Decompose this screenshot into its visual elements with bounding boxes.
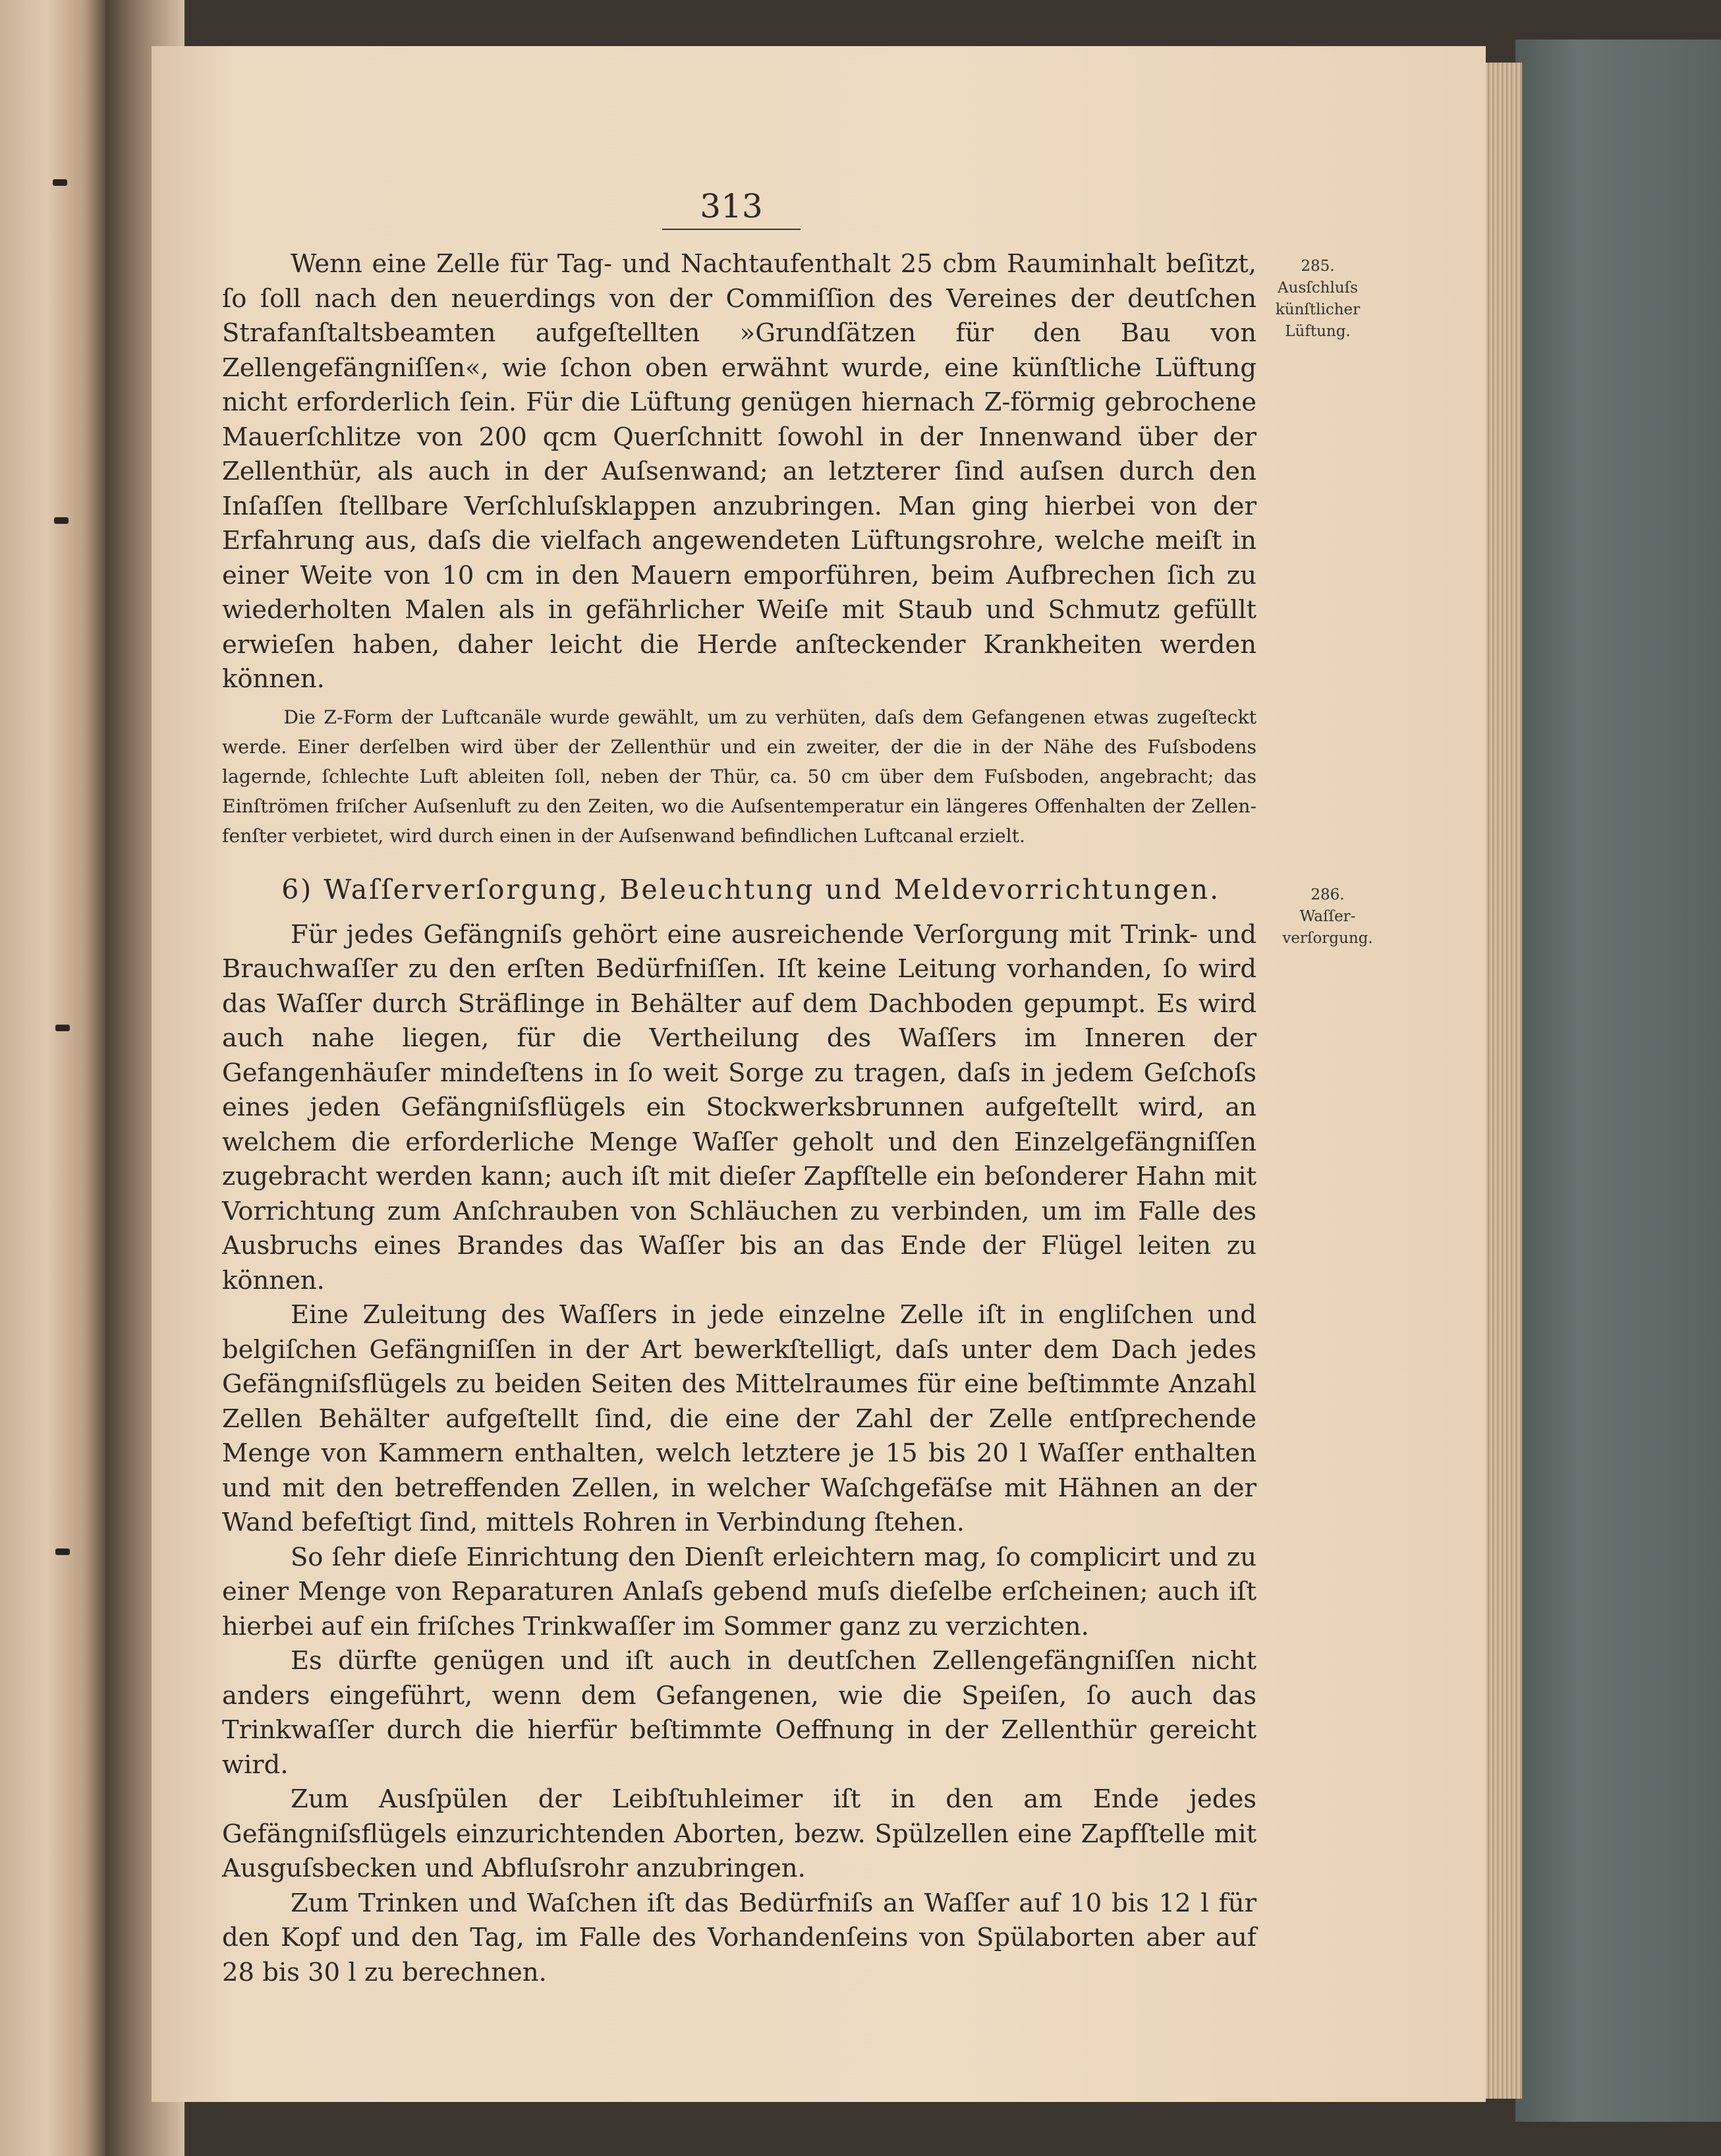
body-text (222, 247, 1256, 1990)
paragraph: Eine Zuleitung des Waſſers in jede einzelne Zelle iſt in engliſchen und belgiſchen Gefängniſſen in der Art bewerkſtelligt, daſs unter dem Dach jedes Gefängniſsflügels zu beiden Seiten des Mittelraumes für eine beſtimmte Anzahl Zellen Behälter aufgeſtellt ſind, die eine der Zahl der Zelle entſprechende Menge von Kammern enthalten, welch letztere je 15 bis 20 l Waſſer enthalten und mit den betreffenden Zellen, in welcher Waſchgefäſse mit Hähnen an der Wand befeſtigt ſind, mittels Rohren in Verbindung ſtehen. (222, 1300, 1256, 1537)
paragraph: Zum Ausſpülen der Leibſtuhleimer iſt in den am Ende jedes Gefängniſsflügels einzurichtenden Aborten, bezw. Spülzellen eine Zapfſtelle mit Ausguſsbecken und Abfluſsrohr anzubringen. (222, 1784, 1256, 1883)
page-number: 313 (700, 187, 763, 225)
margin-note-line: Waſſer- (1299, 908, 1356, 925)
margin-note-number: 285. (1301, 258, 1335, 275)
paragraph: Es dürfte genügen und iſt auch in deutſchen Zellengefängniſſen nicht anders eingeführt, wenn dem Gefangenen, wie die Speiſen, ſo auch das Trinkwaſſer durch die hierfür beſtimmte Oeffnung in der Zellenthür gereicht wird. (222, 1646, 1256, 1780)
section-heading: 6) Waſſerverſorgung, Beleuchtung und Meldevorrichtungen. (281, 873, 1221, 905)
header-rule (662, 229, 801, 230)
facing-page-edge (0, 0, 105, 2156)
page-header (662, 186, 801, 230)
paragraph: Für jedes Gefängniſs gehört eine ausreichende Verſorgung mit Trink- und Brauchwaſſer zu den erſten Bedürfniſſen. Iſt keine Leitung vorhanden, ſo wird das Waſſer durch Sträflinge in Behälter auf dem Dachboden gepumpt. Es wird auch nahe liegen, für die Vertheilung des Waſſers im Inneren der Gefangenhäuſer mindeſtens in ſo weit Sorge zu tragen, daſs in jedem Geſchoſs eines jeden Gefängniſsflügels ein Stockwerksbrunnen aufgeſtellt wird, an welchem die erforderliche Menge Waſſer geholt und den Einzelgefängniſſen zugebracht werden kann; auch iſt mit dieſer Zapfſtelle ein beſonderer Hahn mit Vorrichtung zum Anſchrauben von Schläuchen zu verbinden, um im Falle des Ausbruchs eines Brandes das Waſſer bis an das Ende der Flügel leiten zu können. (222, 919, 1256, 1295)
paragraph: Zum Trinken und Waſchen iſt das Bedürfniſs an Waſſer auf 10 bis 12 l für den Kopf und den Tag, im Falle des Vorhandenſeins von Spülaborten aber auf 28 bis 30 l zu berechnen. (222, 1888, 1256, 1987)
small-print-note: Die Z-Form der Luftcanäle wurde gewählt, um zu verhüten, daſs dem Gefangenen etwas zugeſteckt werde. Einer derſelben wird über der Zellenthür und ein zweiter, der die in der Nähe des Fuſsbodens lagernde, ſchlechte Luft ableiten ſoll, neben der Thür, ca. 50 cm über dem Fuſsboden, angebracht; das Einſtrömen friſcher Auſsenluft zu den Zeiten, wo die Auſsentemperatur ein längeres Offenhalten der Zellenfenſter verbietet, wird durch einen in der Auſsenwand befindlichen Luftcanal erzielt. (222, 706, 1256, 847)
margin-note-line: Lüftung. (1285, 323, 1351, 340)
margin-note-line: künſtlicher (1275, 301, 1361, 318)
binding-mark (54, 517, 69, 524)
margin-note-286 (1275, 884, 1380, 950)
binding-mark (55, 1548, 70, 1555)
paragraph: Wenn eine Zelle für Tag- und Nachtaufenthalt 25 cbm Rauminhalt beſitzt, ſo ſoll nach den neuerdings von der Commiſſion des Vereines der deutſchen Strafanſtaltsbeamten aufgeſtellten »Grundſätzen für den Bau von Zellengefängniſſen«, wie ſchon oben erwähnt wurde, eine künſtliche Lüftung nicht erforderlich ſein. Für die Lüftung genügen hiernach Z-förmig gebrochene Mauerſchlitze von 200 qcm Querſchnitt ſowohl in der Innenwand über der Zellenthür, als auch in der Auſsenwand; an letzterer ſind auſsen durch den Inſaſſen ſtellbare Verſchluſsklappen anzubringen. Man ging hierbei von der Erfahrung aus, daſs die vielfach angewendeten Lüftungsrohre, welche meiſt in einer Weite von 10 cm in den Mauern emporführen, beim Aufbrechen ſich zu wiederholten Malen als in gefährlicher Weiſe mit Staub und Schmutz gefüllt erwieſen haben, daher leicht die Herde anſteckender Krankheiten werden können. (222, 249, 1256, 694)
margin-note-285 (1268, 256, 1367, 343)
margin-note-number: 286. (1311, 886, 1345, 903)
binding-mark (55, 1025, 70, 1031)
margin-note-line: Ausſchluſs (1278, 279, 1358, 297)
book-cover-edge (1515, 40, 1721, 2122)
paragraph: So ſehr dieſe Einrichtung den Dienſt erleichtern mag, ſo complicirt und zu einer Menge von Reparaturen Anlaſs gebend muſs dieſelbe erſcheinen; auch iſt hierbei auf ein friſches Trinkwaſſer im Sommer ganz zu verzichten. (222, 1542, 1256, 1641)
margin-note-line: verſorgung. (1282, 930, 1373, 947)
binding-mark (53, 179, 67, 186)
